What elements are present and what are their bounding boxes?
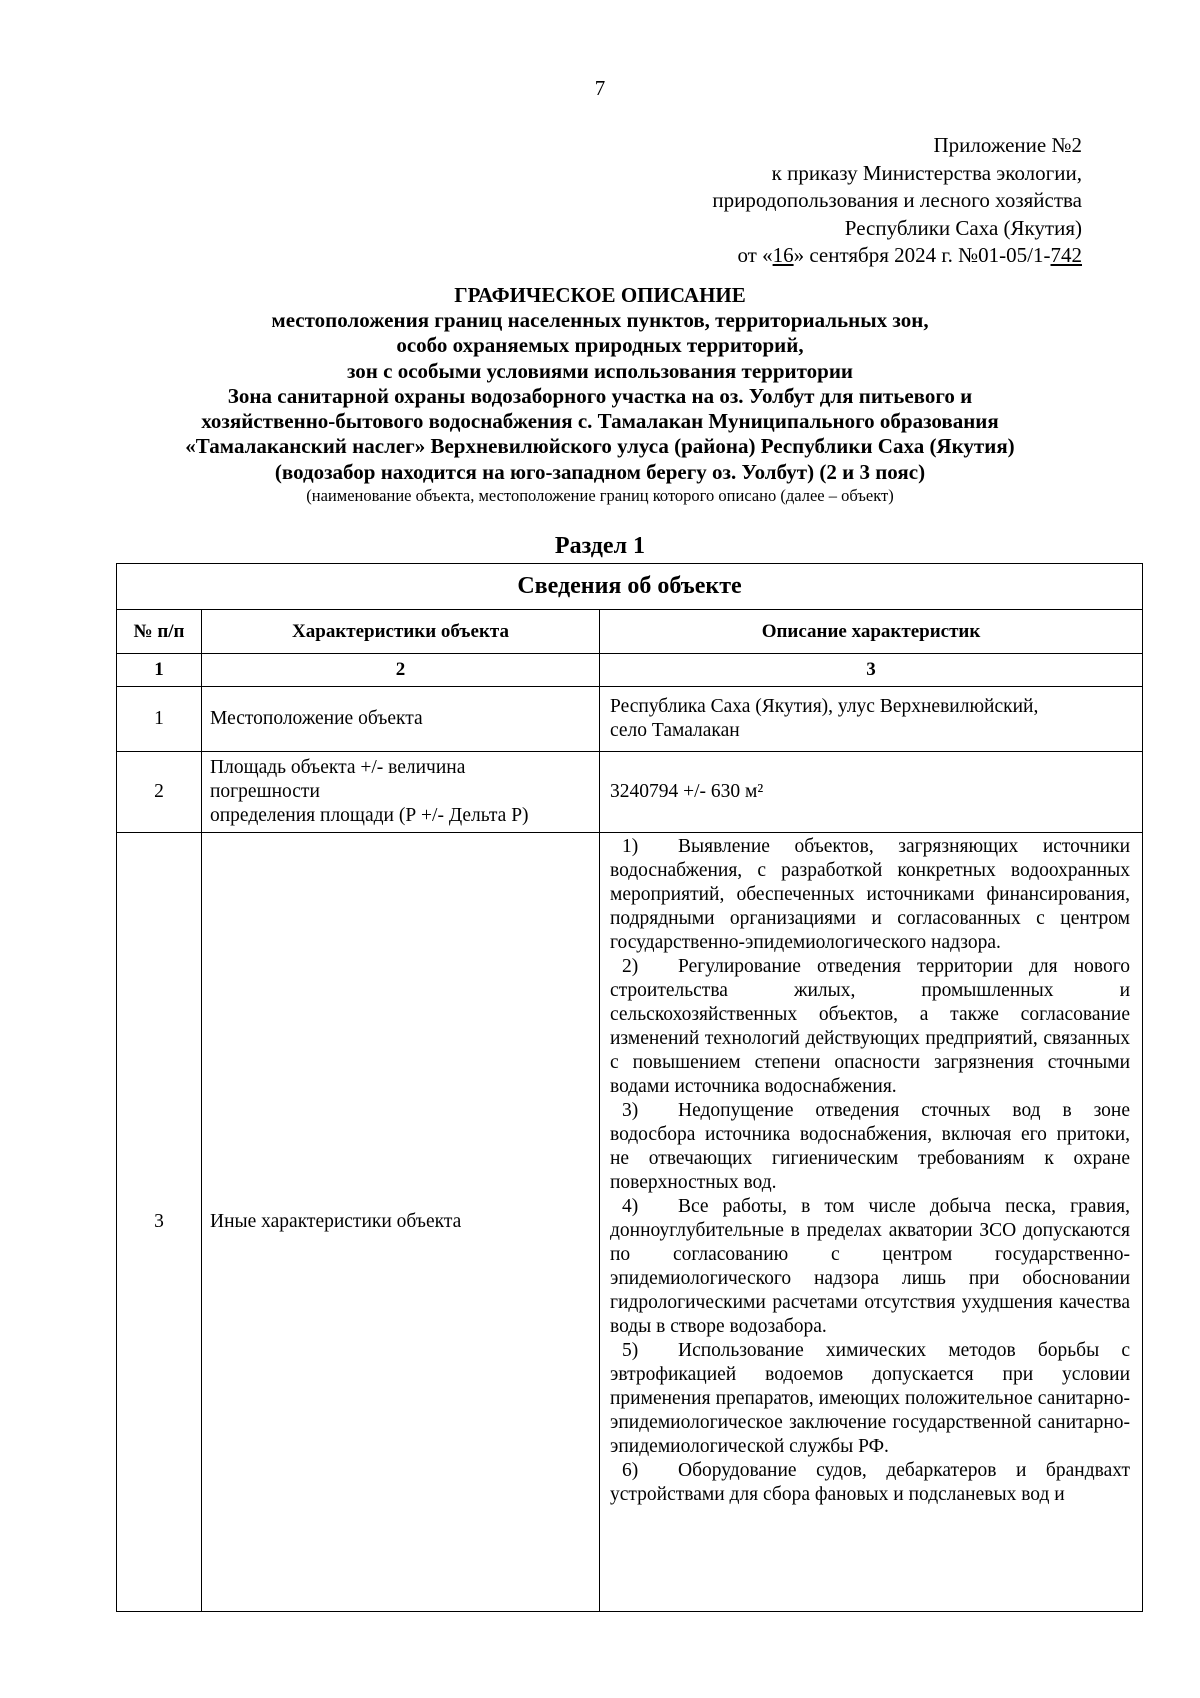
item-number: 5) <box>622 1340 639 1361</box>
section-title: Раздел 1 <box>554 533 646 559</box>
title-line: хозяйственно-бытового водоснабжения с. Тамалакан Муниципального образования <box>201 409 999 434</box>
title-main: ГРАФИЧЕСКОЕ ОПИСАНИЕ <box>454 283 746 307</box>
item-number: 6) <box>622 1460 639 1481</box>
title-line: зон с особыми условиями использования территории <box>346 358 854 383</box>
title-line: (водозабор находится на юго-западном берегу оз. Уолбут) (2 и 3 пояс) <box>274 459 926 484</box>
item-text: Выявление объектов, загрязняющих источники водоснабжения, с разработкой конкретных водоохранных мероприятий, обеспеченных источниками финансирования, подрядными организациями и согласованных с центром государственно-эпидемиологического надзора. <box>610 836 1131 953</box>
item-text: Использование химических методов борьбы с эвтрофикацией водоемов допускается при условии применения препаратов, имеющих положительное санитарно-эпидемиологическое заключение государственной санитарно-эпидемиологической службы РФ. <box>610 1340 1131 1457</box>
row-number: 3 <box>117 833 202 1612</box>
object-info-table <box>116 563 1143 1612</box>
requirement-item <box>610 1195 1130 1339</box>
row-number: 2 <box>117 752 202 833</box>
column-header: № п/п <box>117 610 202 654</box>
date-middle: » сентября 2024 г. №01-05/1- <box>793 243 1051 267</box>
row-number: 1 <box>117 687 202 752</box>
row-characteristic <box>202 752 600 833</box>
requirement-item <box>610 1459 1130 1507</box>
title-caption: (наименование объекта, местоположение границ которого описано (далее – объект) <box>306 486 894 506</box>
description-line: Республика Саха (Якутия), улус Верхневилюйский, <box>610 696 1039 717</box>
row-description <box>600 687 1143 752</box>
requirement-item <box>610 1099 1130 1195</box>
page-number: 7 <box>594 76 606 100</box>
appendix-line: Республики Саха (Якутия) <box>844 215 1082 240</box>
row-characteristic: Иные характеристики объекта <box>202 833 600 1612</box>
column-header: Описание характеристик <box>600 610 1143 654</box>
column-number: 2 <box>202 654 600 687</box>
title-line: особо охраняемых природных территорий, <box>396 333 804 358</box>
characteristic-line: погрешности <box>210 781 320 802</box>
appendix-line: Приложение №2 <box>933 133 1082 157</box>
title-line: Зона санитарной охраны водозаборного участка на оз. Уолбут для питьевого и <box>227 383 973 408</box>
item-number: 2) <box>622 956 639 977</box>
item-number: 1) <box>622 836 639 857</box>
order-number: 742 <box>1050 243 1082 267</box>
requirement-item <box>610 835 1130 955</box>
item-text: Регулирование отведения территории для нового строительства жилых, промышленных и сельскохозяйственных объектов, а также согласование изменений технологий действующих предприятий, связанных с повышением степени опасности загрязнения сточными водами источника водоснабжения. <box>610 956 1131 1097</box>
date-prefix: от « <box>737 243 773 267</box>
row-characteristic: Местоположение объекта <box>202 687 600 752</box>
title-line: «Тамалаканский наслег» Верхневилюйского улуса (района) Республики Саха (Якутия) <box>185 434 1015 459</box>
item-text: Все работы, в том числе добыча песка, гравия, донноуглубительные в пределах акватории ЗСО допускаются по согласованию с центром государственно-эпидемиологического надзора лишь при обосновании гидрологическими расчетами отсутствия ухудшения качества воды в створе водозабора. <box>610 1196 1131 1337</box>
row-description <box>600 833 1143 1612</box>
title-line: местоположения границ населенных пунктов, территориальных зон, <box>271 308 929 332</box>
item-number: 3) <box>622 1100 639 1121</box>
requirement-item <box>610 955 1130 1099</box>
column-number-row <box>117 654 1143 687</box>
table-row <box>117 833 1143 1612</box>
characteristic-line: Площадь объекта +/- величина <box>210 757 466 778</box>
item-text: Оборудование судов, дебаркатеров и брандвахт устройствами для сбора фановых и подсланевых вод и <box>610 1460 1131 1505</box>
table-heading: Сведения об объекте <box>117 564 1143 610</box>
item-text: Недопущение отведения сточных вод в зоне водосбора источника водоснабжения, включая его притоки, не отвечающих гигиеническим требованиям к охране поверхностных вод. <box>610 1100 1131 1193</box>
appendix-header <box>712 132 1082 270</box>
row-description: 3240794 +/- 630 м² <box>600 752 1143 833</box>
characteristic-line: определения площади (Р +/- Дельта Р) <box>210 805 529 826</box>
appendix-date-line <box>712 242 1082 270</box>
date-day: 16 <box>772 243 794 267</box>
document-title <box>0 282 1200 507</box>
column-number: 3 <box>600 654 1143 687</box>
column-header: Характеристики объекта <box>202 610 600 654</box>
appendix-line: природопользования и лесного хозяйства <box>712 188 1082 212</box>
requirement-item <box>610 1339 1130 1459</box>
description-line: село Тамалакан <box>610 720 740 741</box>
table-row <box>117 752 1143 833</box>
appendix-line: к приказу Министерства экологии, <box>771 160 1082 185</box>
column-number: 1 <box>117 654 202 687</box>
table-row <box>117 687 1143 752</box>
table-header-row <box>117 610 1143 654</box>
item-number: 4) <box>622 1196 639 1217</box>
